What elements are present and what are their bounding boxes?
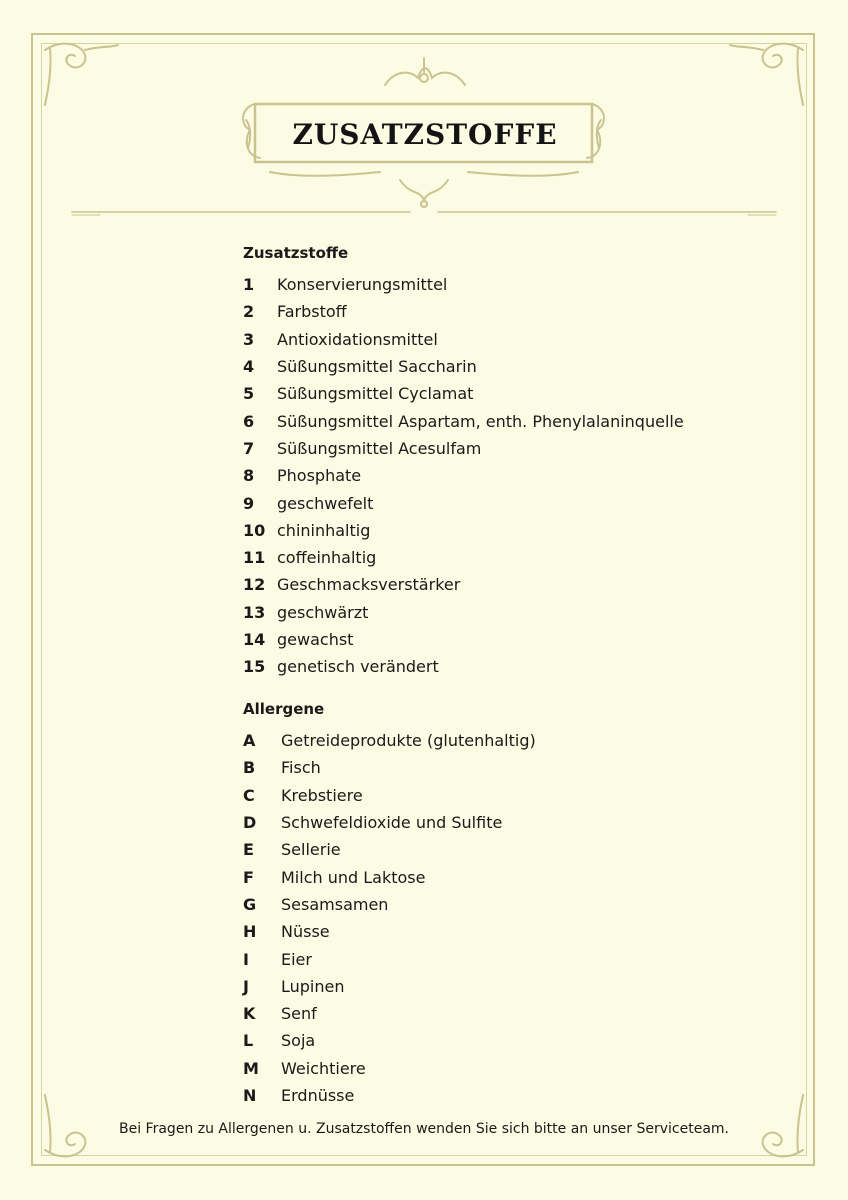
list-item-key: 12 <box>243 575 266 595</box>
list-item-label: Senf <box>281 1004 317 1024</box>
list-item-key: 3 <box>243 329 255 349</box>
list-item <box>243 809 536 836</box>
list-item-key: K <box>243 1004 256 1024</box>
list-item <box>243 271 684 298</box>
list-item-label: Antioxidationsmittel <box>277 329 438 349</box>
list-item <box>243 462 684 489</box>
list-item-label: Süßungsmittel Aspartam, enth. Phenylalaninquelle <box>277 411 684 431</box>
list-item <box>243 653 684 680</box>
list-item-key: G <box>243 894 257 914</box>
list-item-label: Süßungsmittel Acesulfam <box>277 438 482 458</box>
list-item-key: E <box>243 840 254 860</box>
list-item-key: 5 <box>243 384 255 404</box>
list-item-key: 10 <box>243 520 266 540</box>
list-item <box>243 918 536 945</box>
list-item-label: Getreideprodukte (glutenhaltig) <box>281 731 536 751</box>
list-item <box>243 407 684 434</box>
list-item <box>243 863 536 890</box>
list-item <box>243 1082 536 1109</box>
list-item-key: I <box>243 949 249 969</box>
list-item-label: Schwefeldioxide und Sulfite <box>281 813 503 833</box>
list-item-label: Süßungsmittel Saccharin <box>277 357 477 377</box>
allergens-list <box>243 727 536 1109</box>
list-item-label: Geschmacksverstärker <box>277 575 461 595</box>
list-item-label: Sellerie <box>281 840 341 860</box>
list-item-label: Fisch <box>281 758 321 778</box>
list-item-key: 13 <box>243 602 266 622</box>
list-item-label: Erdnüsse <box>281 1086 355 1105</box>
list-item-label: Krebstiere <box>281 785 363 805</box>
list-item-key: M <box>243 1058 259 1078</box>
list-item-key: 11 <box>243 548 266 568</box>
list-item <box>243 353 684 380</box>
list-item-label: Milch und Laktose <box>281 867 426 887</box>
list-item-label: geschwefelt <box>277 493 374 513</box>
list-item-label: Weichtiere <box>281 1058 366 1078</box>
list-item <box>243 489 684 516</box>
list-item <box>243 973 536 1000</box>
list-item <box>243 782 536 809</box>
list-item-key: C <box>243 785 255 805</box>
list-item <box>243 435 684 462</box>
list-item-key: 9 <box>243 493 255 513</box>
list-item-key: 6 <box>243 411 255 431</box>
list-item-label: genetisch verändert <box>277 657 439 677</box>
list-item-key: J <box>243 976 249 996</box>
additives-list <box>243 271 684 680</box>
list-item <box>243 754 536 781</box>
list-item <box>243 836 536 863</box>
list-item-label: Lupinen <box>281 976 345 996</box>
list-item-label: Sesamsamen <box>281 894 389 914</box>
list-item-label: Konservierungsmittel <box>277 275 448 295</box>
list-item <box>243 1000 536 1027</box>
list-item <box>243 945 536 972</box>
list-item-key: 14 <box>243 630 266 649</box>
list-item-key: A <box>243 731 256 751</box>
list-item <box>243 1027 536 1054</box>
list-item-key: D <box>243 813 257 833</box>
list-item-label: Nüsse <box>281 922 330 942</box>
list-item <box>243 727 536 754</box>
list-item <box>243 599 684 626</box>
list-item <box>243 517 684 544</box>
list-item-key: N <box>243 1086 257 1105</box>
list-item-key: B <box>243 758 256 778</box>
list-item-key: H <box>243 922 257 942</box>
list-item-key: L <box>243 1031 254 1051</box>
list-item-label: Phosphate <box>277 466 362 486</box>
list-item-label: gewachst <box>277 630 354 649</box>
list-item-label: Eier <box>281 949 312 969</box>
list-item <box>243 626 684 653</box>
list-item-key: 7 <box>243 438 255 458</box>
list-item <box>243 544 684 571</box>
list-item-key: 15 <box>243 657 266 677</box>
allergens-section <box>243 699 536 1109</box>
list-item <box>243 298 684 325</box>
list-item <box>243 1055 536 1082</box>
list-item-key: 1 <box>243 275 255 295</box>
footer-note: Bei Fragen zu Allergenen u. Zusatzstoffen wenden Sie sich bitte an unser Serviceteam. <box>119 1121 729 1137</box>
list-item-key: F <box>243 867 254 887</box>
list-item-label: Soja <box>281 1031 316 1051</box>
list-item-label: chininhaltig <box>277 520 371 540</box>
page-title: ZUSATZSTOFFE <box>292 118 558 151</box>
list-item <box>243 380 684 407</box>
allergens-heading: Allergene <box>243 700 325 718</box>
list-item-key: 2 <box>243 302 255 322</box>
list-item <box>243 891 536 918</box>
list-item-label: coffeinhaltig <box>277 548 377 568</box>
list-item-key: 4 <box>243 357 255 377</box>
additives-section <box>243 243 684 680</box>
additives-heading: Zusatzstoffe <box>243 244 349 262</box>
list-item-label: Farbstoff <box>277 302 347 322</box>
list-item-label: geschwärzt <box>277 602 369 622</box>
list-item <box>243 571 684 598</box>
list-item <box>243 326 684 353</box>
list-item-key: 8 <box>243 466 255 486</box>
list-item-label: Süßungsmittel Cyclamat <box>277 384 474 404</box>
